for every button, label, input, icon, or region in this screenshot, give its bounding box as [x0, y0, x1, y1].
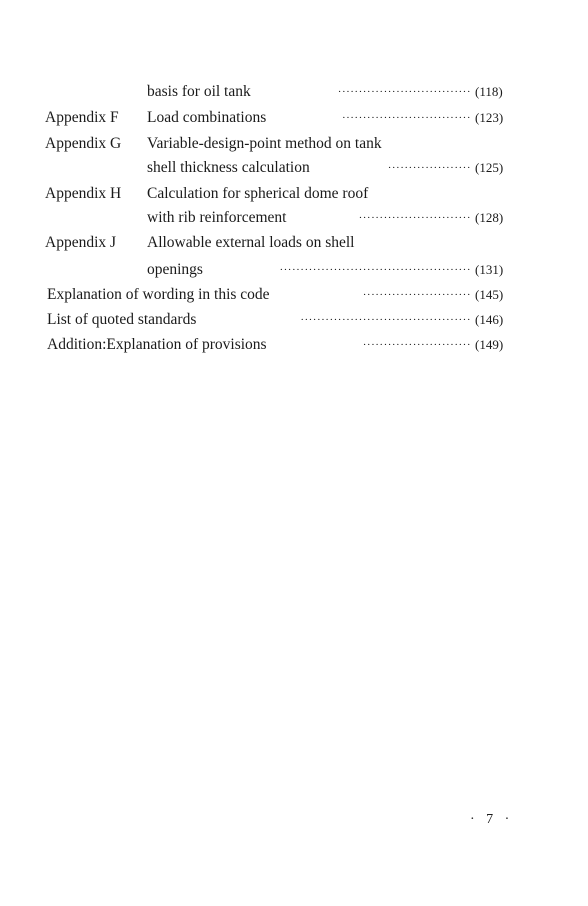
toc-entry: [0, 132, 588, 156]
toc-page-number: (123): [475, 110, 504, 125]
toc-entry: [0, 308, 588, 332]
toc-entry: [0, 156, 588, 180]
toc-page-number: (125): [475, 160, 504, 175]
toc-entry-title: with rib reinforcement: [147, 209, 287, 226]
toc-page-number: (131): [475, 262, 504, 277]
toc-entry: [0, 182, 588, 206]
toc-entry: [0, 283, 588, 307]
toc-entry-title: Addition:Explanation of provisions: [47, 336, 267, 353]
toc-entry: [0, 206, 588, 230]
toc-entry-label: Appendix F: [45, 109, 119, 126]
toc-entry: [0, 258, 588, 282]
toc-entry-title: openings: [147, 261, 203, 278]
page-footer-number: · 7 ·: [470, 812, 514, 827]
toc-leader-dots: ··························: [362, 289, 471, 301]
toc-entry: [0, 106, 588, 130]
toc-leader-dots: ··························: [362, 339, 471, 351]
toc-leader-dots: ····················: [387, 162, 471, 174]
toc-entry-label: Appendix G: [45, 135, 122, 152]
toc-entry-title: basis for oil tank: [147, 83, 251, 100]
toc-entry-title: Calculation for spherical dome roof: [147, 185, 369, 202]
toc-page-number: (149): [475, 337, 504, 352]
toc-entry-title: Variable-design-point method on tank: [147, 135, 382, 152]
toc-page-number: (118): [475, 84, 503, 99]
toc-leader-dots: ·········································: [300, 314, 471, 326]
toc-entry-title: Load combinations: [147, 109, 267, 126]
toc-leader-dots: ··············································: [279, 264, 471, 276]
toc-entry-title: Explanation of wording in this code: [47, 286, 270, 303]
toc-entry: [0, 333, 588, 357]
toc-entry-title: shell thickness calculation: [147, 159, 310, 176]
toc-entry-title: Allowable external loads on shell: [147, 234, 355, 251]
toc-page-number: (146): [475, 312, 504, 327]
toc-entry-label: Appendix H: [45, 185, 122, 202]
toc-entry: [0, 231, 588, 255]
toc-page-number: (145): [475, 287, 504, 302]
toc-page-number: (128): [475, 210, 504, 225]
toc-leader-dots: ·······························: [341, 112, 471, 124]
toc-entry-title: List of quoted standards: [47, 311, 197, 328]
toc-leader-dots: ································: [337, 86, 471, 98]
toc-entry-label: Appendix J: [45, 234, 117, 251]
toc-entry: [0, 80, 588, 104]
toc-leader-dots: ···························: [358, 212, 471, 224]
